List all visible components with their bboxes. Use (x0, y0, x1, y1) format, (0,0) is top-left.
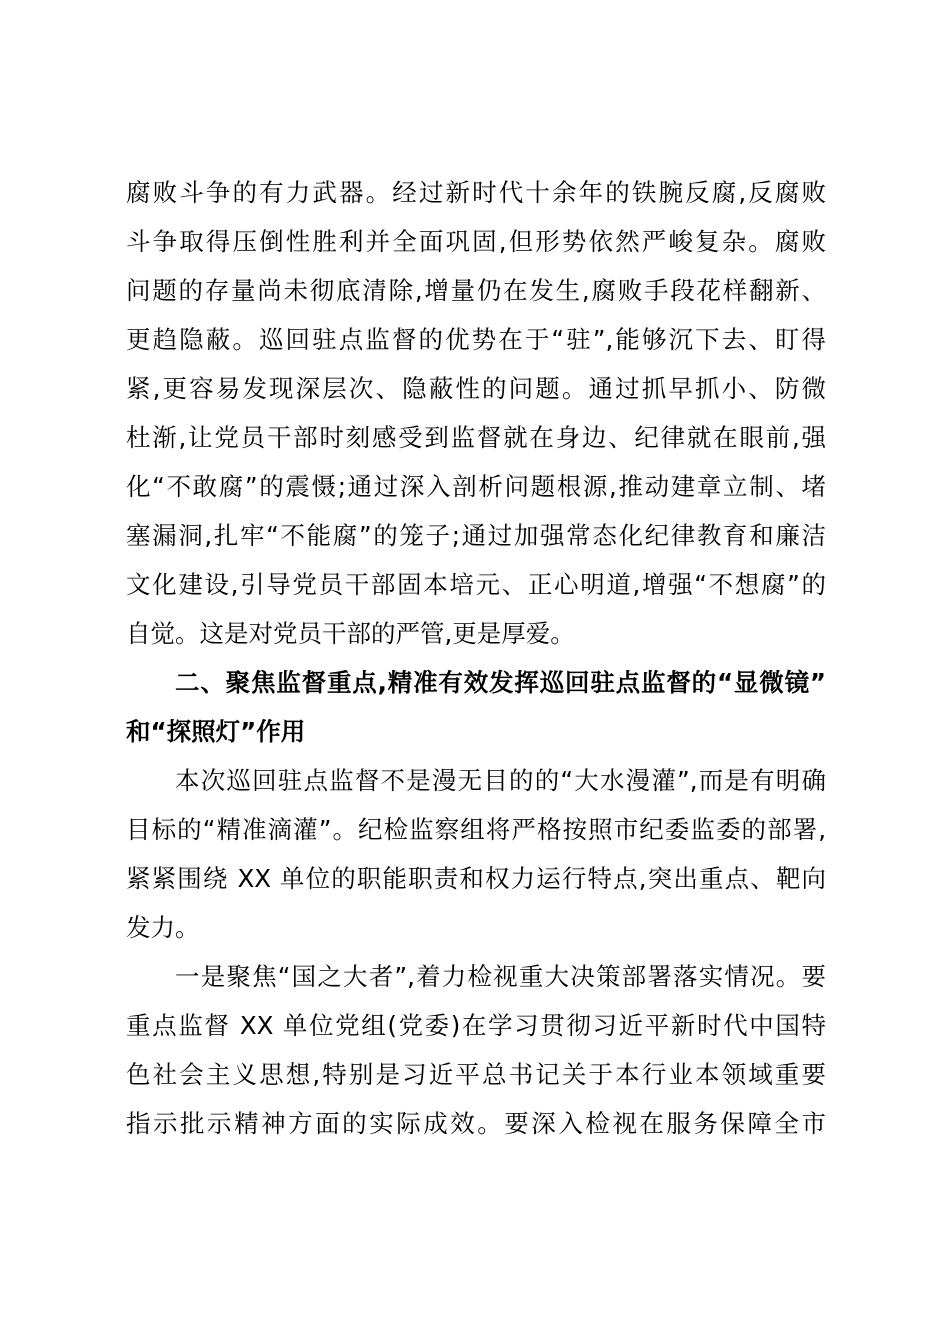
paragraph-3 (126, 952, 826, 1148)
text-line: 发力。 (126, 913, 200, 942)
document-page (126, 168, 826, 1148)
text-line: 本次巡回驻点监督不是漫无目的的“大水漫灌”,而是有明确 (175, 766, 826, 795)
text-line: 紧紧围绕 XX 单位的职能职责和权力运行特点,突出重点、靶向 (126, 864, 826, 893)
heading-line: 二、聚焦监督重点,精准有效发挥巡回驻点监督的“显微镜” (175, 668, 826, 697)
text-line: 杜渐,让党员干部时刻感受到监督就在身边、纪律就在眼前,强 (126, 423, 826, 452)
text-line: 自觉。这是对党员干部的严管,更是厚爱。 (126, 619, 575, 648)
text-line: 重点监督 XX 单位党组(党委)在学习贯彻习近平新时代中国特 (126, 1011, 826, 1040)
text-line: 目标的“精准滴灌”。纪检监察组将严格按照市纪委监委的部署, (126, 815, 826, 844)
text-line: 指示批示精神方面的实际成效。要深入检视在服务保障全市 (126, 1109, 826, 1138)
text-line: 一是聚焦“国之大者”,着力检视重大决策部署落实情况。要 (175, 962, 826, 991)
text-line: 问题的存量尚未彻底清除,增量仍在发生,腐败手段花样翻新、 (126, 276, 826, 305)
text-line: 化“不敢腐”的震慑;通过深入剖析问题根源,推动建章立制、堵 (126, 472, 826, 501)
paragraph-2 (126, 756, 826, 952)
heading-line: 和“探照灯”作用 (126, 717, 306, 746)
text-line: 腐败斗争的有力武器。经过新时代十余年的铁腕反腐,反腐败 (126, 178, 826, 207)
text-line: 紧,更容易发现深层次、隐蔽性的问题。通过抓早抓小、防微 (126, 374, 826, 403)
text-line: 色社会主义思想,特别是习近平总书记关于本行业本领域重要 (126, 1060, 826, 1089)
text-line: 塞漏洞,扎牢“不能腐”的笼子;通过加强常态化纪律教育和廉洁 (126, 521, 826, 550)
text-line: 斗争取得压倒性胜利并全面巩固,但形势依然严峻复杂。腐败 (126, 227, 826, 256)
paragraph-1 (126, 168, 826, 658)
text-line: 更趋隐蔽。巡回驻点监督的优势在于“驻”,能够沉下去、盯得 (126, 325, 826, 354)
section-heading-2 (126, 658, 826, 756)
text-line: 文化建设,引导党员干部固本培元、正心明道,增强“不想腐”的 (126, 570, 826, 599)
